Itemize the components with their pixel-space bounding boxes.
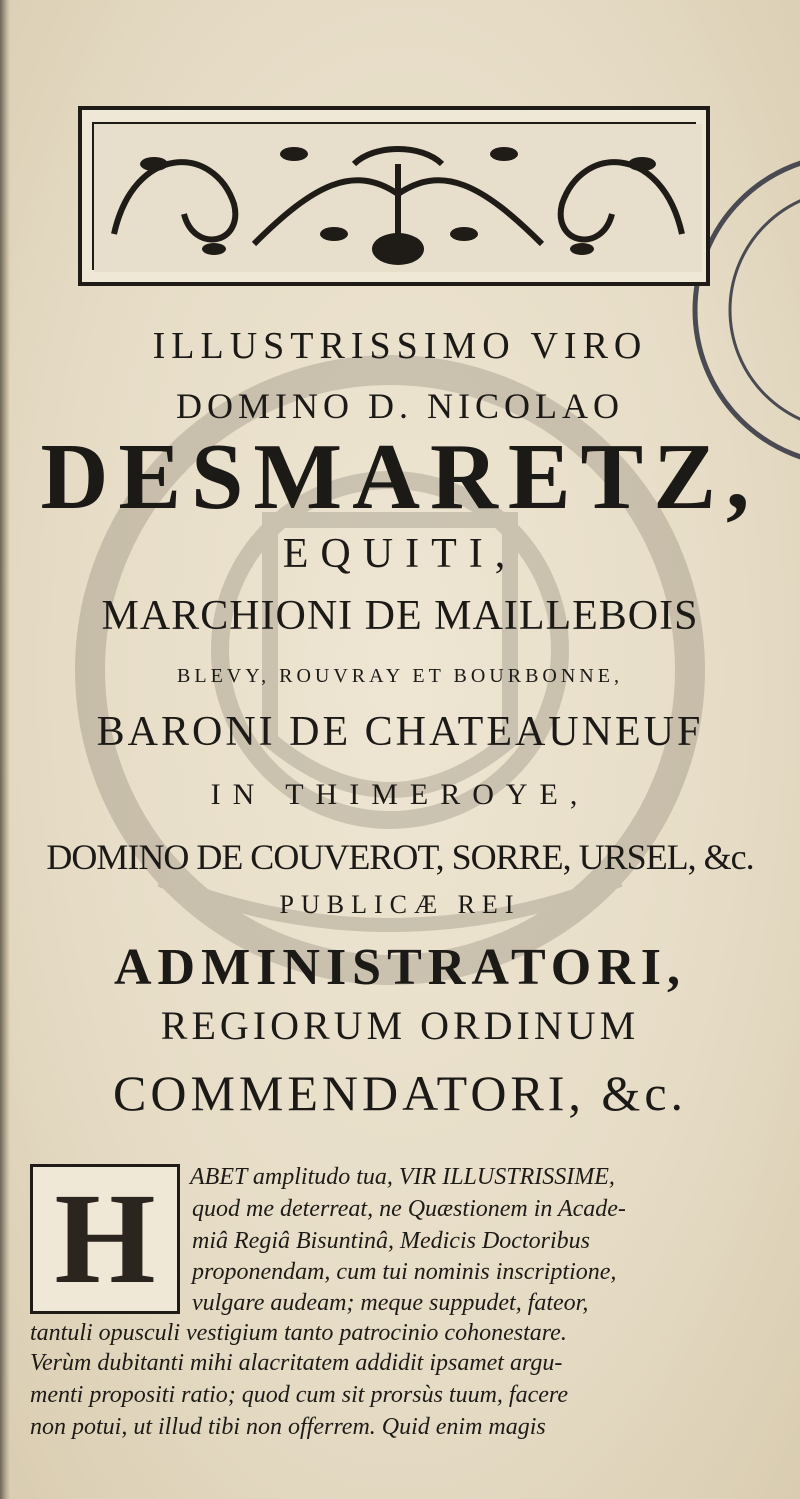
paragraph-line: ABET amplitudo tua, VIR ILLUSTRISSIME, bbox=[190, 1164, 615, 1190]
heading-line-11: ADMINISTRATORI, bbox=[113, 939, 687, 996]
heading-line-12: REGIORUM ORDINUM bbox=[160, 1003, 640, 1048]
heading-line-5: MARCHIONI DE MAILLEBOIS bbox=[101, 593, 699, 639]
heading-line-2: DOMINO D. NICOLAO bbox=[176, 386, 624, 426]
heading-line-6: BLEVY, ROUVRAY ET BOURBONNE, bbox=[177, 665, 623, 687]
paragraph-line: non potui, ut illud tibi non offerrem. Quid enim magis bbox=[30, 1414, 546, 1440]
heading-line-10: PUBLICÆ REI bbox=[279, 890, 521, 919]
heading-line-4: EQUITI, bbox=[282, 531, 518, 577]
drop-cap-letter: H bbox=[54, 1167, 156, 1311]
paragraph-line: menti propositi ratio; quod cum sit prorsùs tuum, facere bbox=[30, 1382, 568, 1408]
heading-line-9: DOMINO DE COUVEROT, SORRE, URSEL, &c. bbox=[46, 837, 754, 877]
paragraph-line: miâ Regiâ Bisuntinâ, Medicis Doctoribus bbox=[192, 1228, 590, 1254]
paragraph-line: proponendam, cum tui nominis inscriptione, bbox=[192, 1259, 617, 1285]
floral-ornament-icon bbox=[78, 106, 710, 286]
ornamental-initial-icon bbox=[30, 1164, 180, 1314]
heading-line-7: BARONI DE CHATEAUNEUF bbox=[96, 709, 704, 755]
heading-line-8: IN THIMEROYE, bbox=[210, 778, 590, 811]
floral-ornament-graphic bbox=[94, 124, 702, 272]
paragraph-line: quod me deterreat, ne Quæstionem in Acade- bbox=[192, 1196, 626, 1222]
paragraph-line: Verùm dubitanti mihi alacritatem addidit ipsamet argu- bbox=[30, 1350, 563, 1376]
heading-line-13: COMMENDATORI, &c. bbox=[112, 1065, 688, 1121]
paragraph-line: vulgare audeam; meque suppudet, fateor, bbox=[192, 1290, 589, 1316]
heading-line-1: ILLUSTRISSIMO VIRO bbox=[152, 325, 648, 367]
paragraph-line: tantuli opusculi vestigium tanto patrocinio cohonestare. bbox=[30, 1320, 567, 1346]
heading-name: DESMARETZ, bbox=[40, 425, 760, 529]
